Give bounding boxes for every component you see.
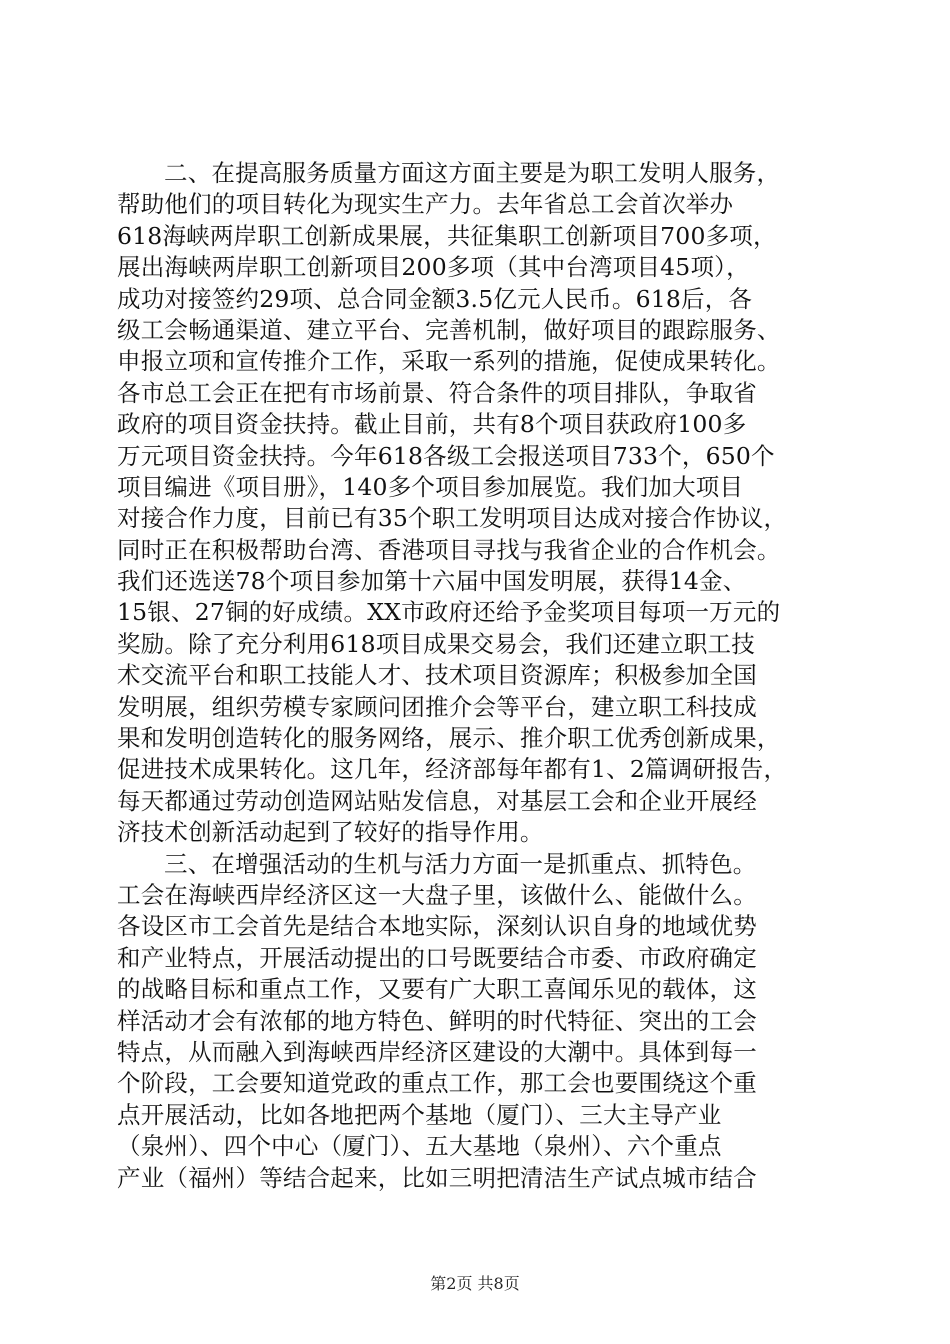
text-line: 每天都通过劳动创造网站贴发信息，对基层工会和企业开展经: [117, 786, 757, 815]
text-line: 各设区市工会首先是结合本地实际，深刻认识自身的地域优势: [117, 912, 757, 941]
text-line: 对接合作力度，目前已有35个职工发明项目达成对接合作协议，: [117, 504, 788, 533]
text-line: 15银、27铜的好成绩。XX市政府还给予金奖项目每项一万元的: [117, 598, 781, 627]
text-line: 产业（福州）等结合起来，比如三明把清洁生产试点城市结合: [117, 1163, 757, 1192]
text-line: 三、在增强活动的生机与活力方面一是抓重点、抓特色。: [164, 849, 757, 878]
text-line: 级工会畅通渠道、建立平台、完善机制，做好项目的跟踪服务、: [117, 315, 781, 344]
text-line: 工会在海峡西岸经济区这一大盘子里，该做什么、能做什么。: [117, 880, 757, 909]
text-line: 促进技术成果转化。这几年，经济部每年都有1、2篇调研报告，: [117, 755, 788, 784]
text-line: 政府的项目资金扶持。截止目前，共有8个项目获政府100多: [117, 410, 747, 439]
text-line: 和产业特点，开展活动提出的口号既要结合市委、市政府确定: [117, 943, 757, 972]
text-line: 术交流平台和职工技能人才、技术项目资源库；积极参加全国: [117, 661, 757, 690]
text-line: 各市总工会正在把有市场前景、符合条件的项目排队，争取省: [117, 378, 757, 407]
text-line: 项目编进《项目册》，140多个项目参加展览。我们加大项目: [117, 472, 744, 501]
text-line: 发明展，组织劳模专家顾问团推介会等平台，建立职工科技成: [117, 692, 757, 721]
paragraph-2: [117, 849, 837, 1194]
document-body: [117, 158, 837, 1194]
text-line: 样活动才会有浓郁的地方特色、鲜明的时代特征、突出的工会: [117, 1006, 757, 1035]
text-line: 万元项目资金扶持。今年618各级工会报送项目733个，650个: [117, 441, 775, 470]
text-line: 二、在提高服务质量方面这方面主要是为职工发明人服务，: [164, 159, 781, 187]
text-line: 618海峡两岸职工创新成果展，共征集职工创新项目700多项，: [117, 221, 777, 250]
text-line: 帮助他们的项目转化为现实生产力。去年省总工会首次举办: [117, 190, 734, 219]
text-line: 个阶段，工会要知道党政的重点工作，那工会也要围绕这个重: [117, 1069, 757, 1098]
text-line: （泉州）、四个中心（厦门）、五大基地（泉州）、六个重点: [117, 1132, 722, 1161]
text-line: 济技术创新活动起到了较好的指导作用。: [117, 818, 544, 847]
text-line: 的战略目标和重点工作，又要有广大职工喜闻乐见的载体，这: [117, 975, 757, 1004]
text-line: 同时正在积极帮助台湾、香港项目寻找与我省企业的合作机会。: [117, 535, 781, 564]
text-line: 我们还选送78个项目参加第十六届中国发明展，获得14金、: [117, 567, 747, 596]
text-line: 成功对接签约29项、总合同金额3.5亿元人民币。618后，各: [117, 284, 753, 313]
text-line: 奖励。除了充分利用618项目成果交易会，我们还建立职工技: [117, 629, 755, 658]
paragraph-1: [117, 158, 837, 849]
text-line: 申报立项和宣传推介工作，采取一系列的措施，促使成果转化。: [117, 347, 781, 376]
page-footer: 第2页 共8页: [430, 1274, 520, 1293]
text-line: 点开展活动，比如各地把两个基地（厦门）、三大主导产业: [117, 1100, 722, 1129]
text-line: 果和发明创造转化的服务网络，展示、推介职工优秀创新成果，: [117, 724, 781, 753]
text-line: 特点，从而融入到海峡西岸经济区建设的大潮中。具体到每一: [117, 1037, 757, 1066]
text-line: 展出海峡两岸职工创新项目200多项（其中台湾项目45项），: [117, 253, 750, 282]
